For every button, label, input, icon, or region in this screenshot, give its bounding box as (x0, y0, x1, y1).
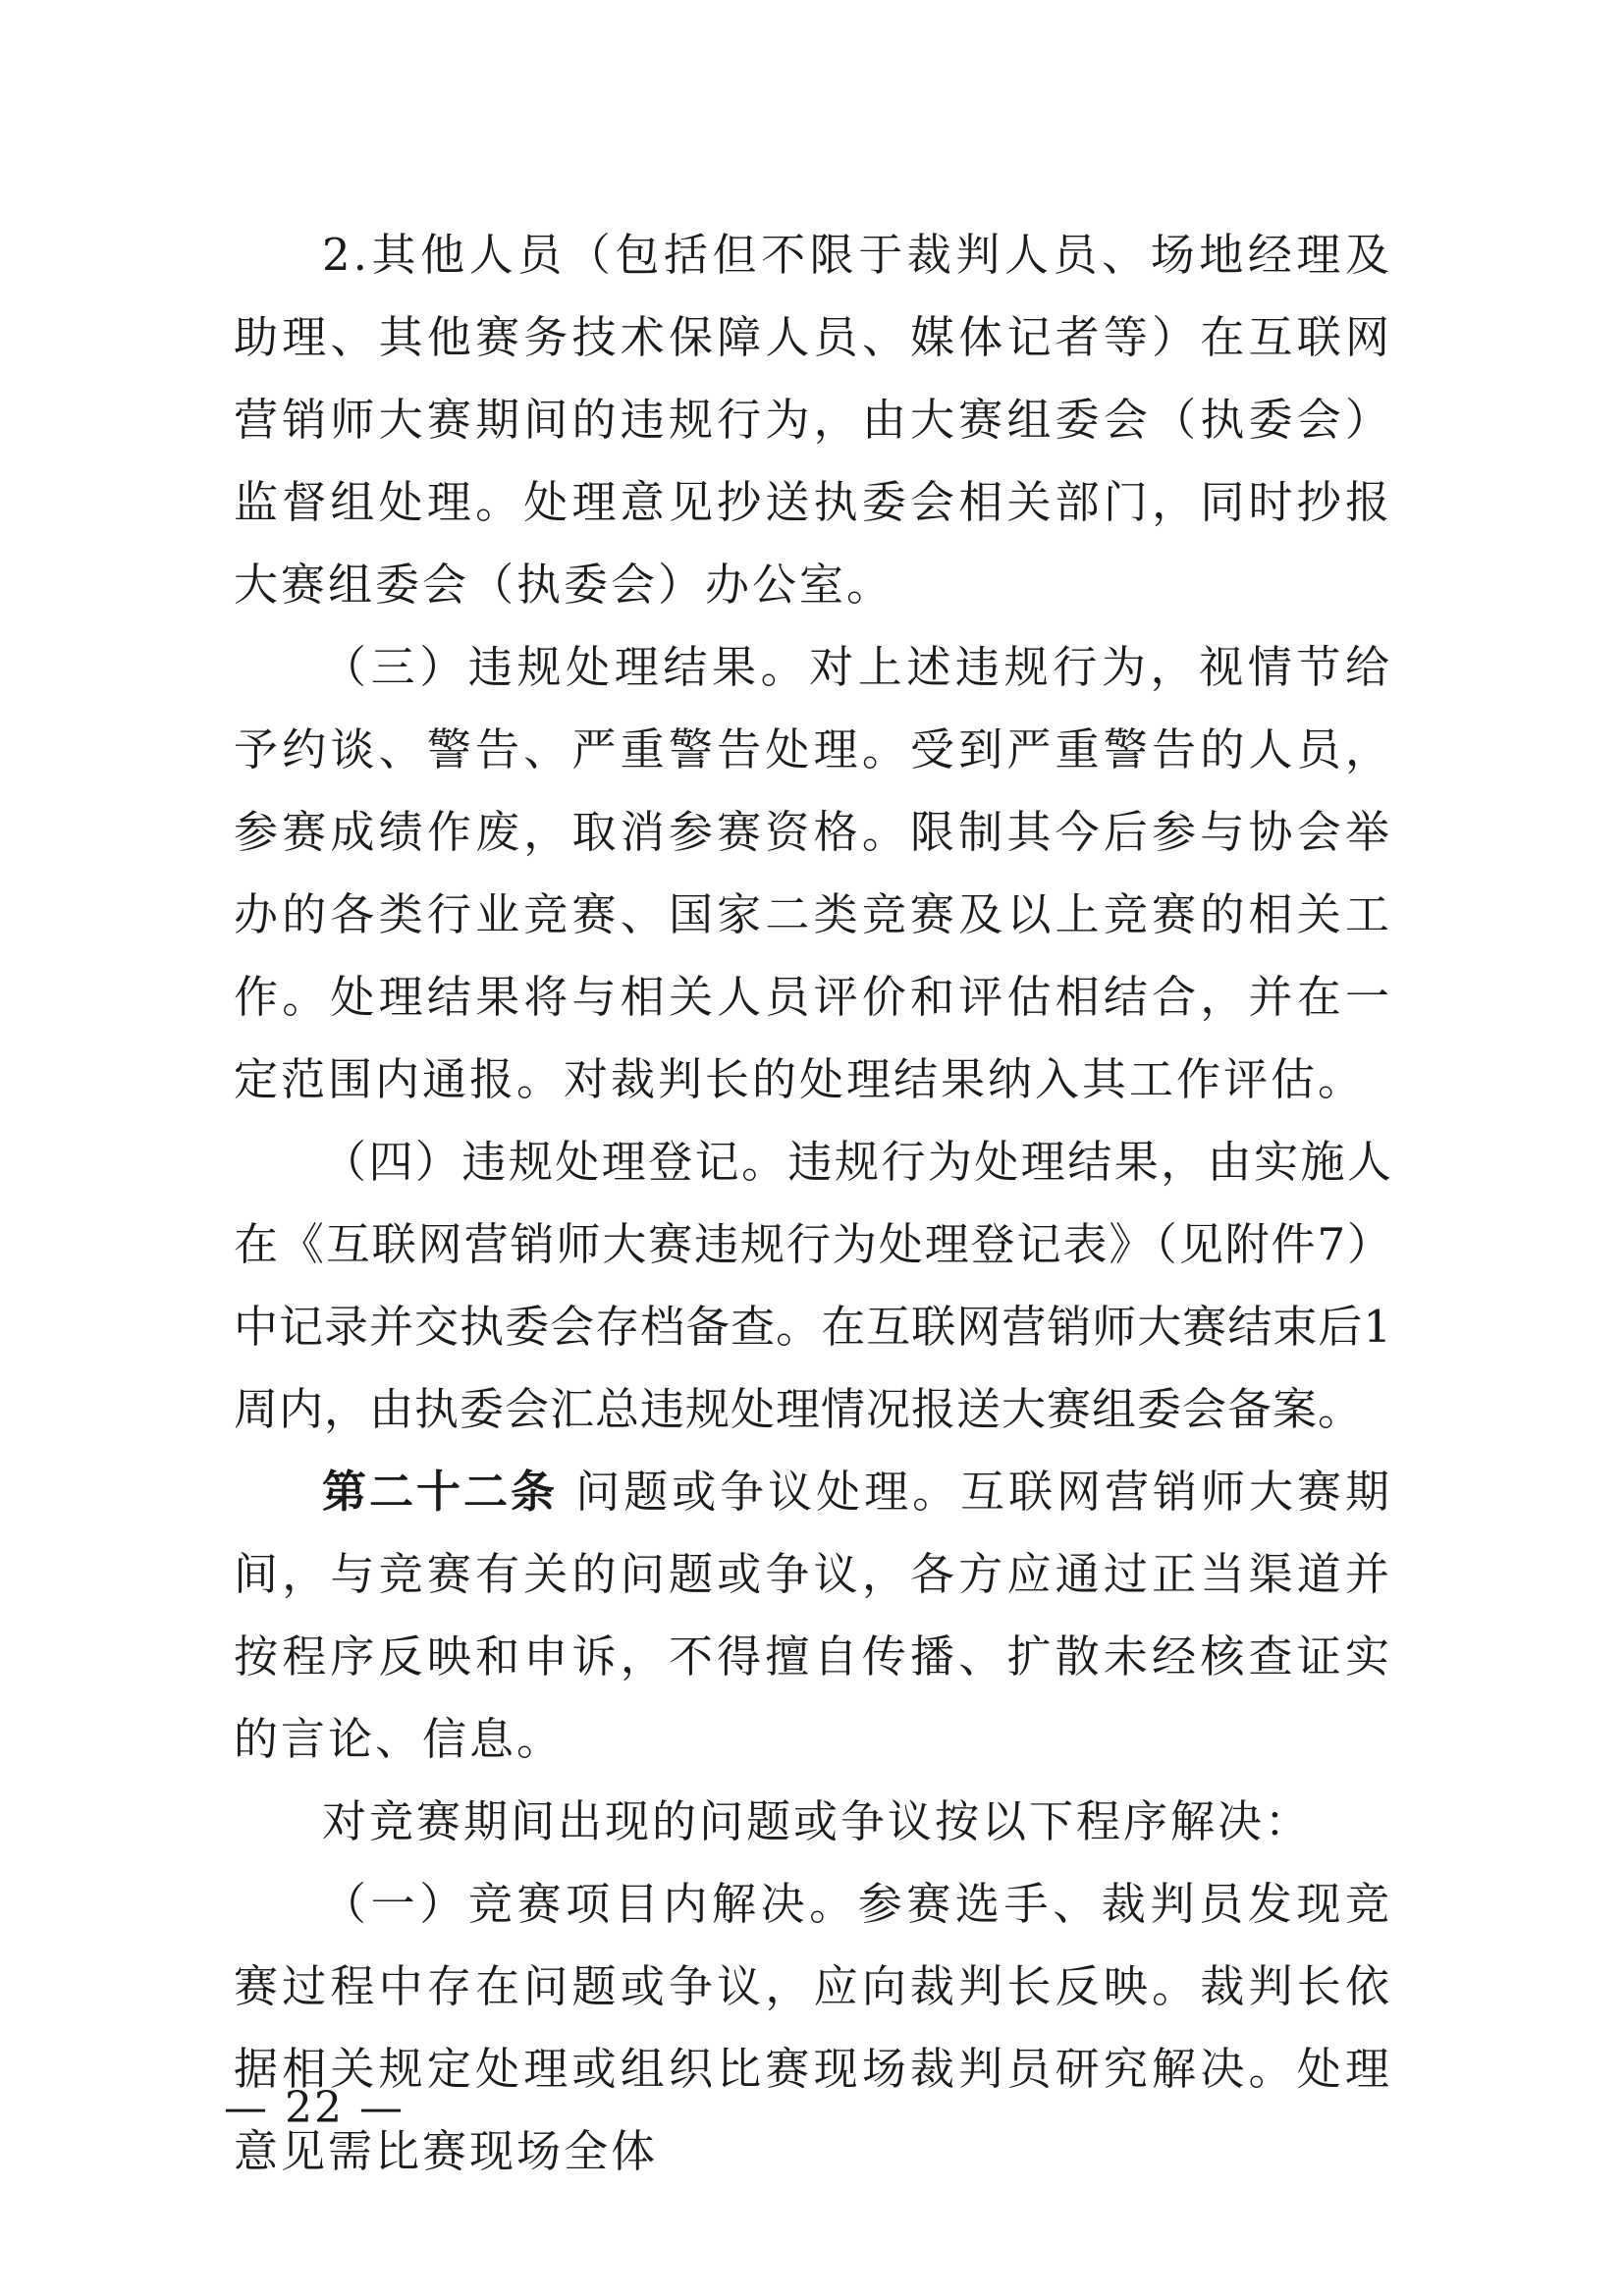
document-body (234, 214, 1392, 2193)
paragraph-violation-results: （三）违规处理结果。对上述违规行为，视情节给予约谈、警告、严重警告处理。受到严重警告的人员，参赛成绩作废，取消参赛资格。限制其今后参与协会举办的各类行业竞赛、国家二类竞赛及以上竞赛的相关工作。处理结果将与相关人员评价和评估相结合，并在一定范围内通报。对裁判长的处理结果纳入其工作评估。 (234, 641, 1392, 1105)
article-number-heading: 第二十二条 (322, 1466, 558, 1518)
article-22-text: 问题或争议处理。互联网营销师大赛期间，与竞赛有关的问题或争议，各方应通过正当渠道并按程序反映和申诉，不得擅自传播、扩散未经核查证实的言论、信息。 (234, 1466, 1392, 1765)
page-number: — 22 — (224, 2083, 405, 2133)
paragraph-other-personnel-violations: 2.其他人员（包括但不限于裁判人员、场地经理及助理、其他赛务技术保障人员、媒体记者等）在互联网营销师大赛期间的违规行为，由大赛组委会（执委会）监督组处理。处理意见抄送执委会相关部门，同时抄报大赛组委会（执委会）办公室。 (234, 229, 1392, 611)
paragraph-violation-registration: （四）违规处理登记。违规行为处理结果，由实施人在《互联网营销师大赛违规行为处理登记表》（见附件7）中记录并交执委会存档备查。在互联网营销师大赛结束后1周内，由执委会汇总违规处理情况报送大赛组委会备案。 (234, 1136, 1392, 1435)
paragraph-dispute-procedure-intro: 对竞赛期间出现的问题或争议按以下程序解决： (322, 1795, 1313, 1847)
paragraph-in-project-resolution: （一）竞赛项目内解决。参赛选手、裁判员发现竞赛过程中存在问题或争议，应向裁判长反映。裁判长依据相关规定处理或组织比赛现场裁判员研究解决。处理意见需比赛现场全体 (234, 1878, 1392, 2177)
paragraph-article-22 (234, 1451, 1392, 1781)
